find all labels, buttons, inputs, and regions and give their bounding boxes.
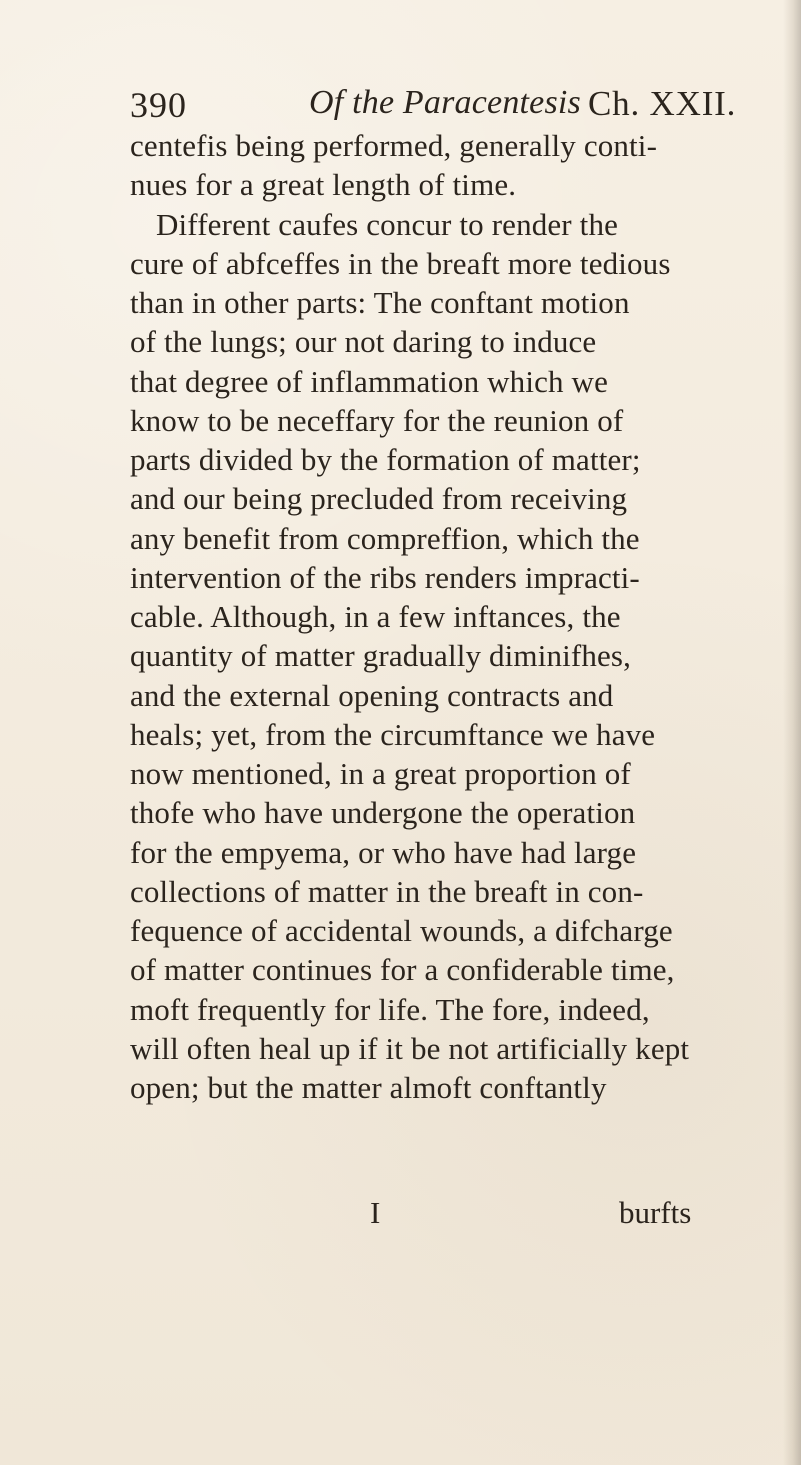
text-line: fequence of accidental wounds, a difcharge — [130, 913, 673, 948]
text-line: moft frequently for life. The fore, indeed, — [130, 991, 650, 1027]
text-line: thofe who have undergone the operation — [130, 795, 636, 831]
text-line: for the empyema, or who have had large — [130, 834, 637, 870]
text-line: that degree of inflammation which we — [130, 363, 608, 399]
text-line: open; but the matter almoft conftantly — [130, 1070, 607, 1105]
text-line: of the lungs; our not daring to induce — [130, 324, 597, 360]
text-line: cure of abfceffes in the breaft more tedious — [130, 245, 671, 281]
page-number: 390 — [130, 85, 187, 125]
text-line: know to be neceffary for the reunion of — [130, 402, 624, 438]
text-line: and the external opening contracts and — [130, 677, 614, 713]
text-line: nues for a great length of time. — [130, 167, 517, 203]
text-line: of matter continues for a confiderable time, — [130, 952, 675, 988]
text-line: centefis being performed, generally conti- — [130, 128, 658, 163]
text-line: cable. Although, in a few inftances, the — [130, 599, 621, 634]
text-line: quantity of matter gradually diminifhes, — [130, 638, 632, 674]
text-line: collections of matter in the breaft in con- — [130, 873, 644, 909]
text-line: intervention of the ribs renders impracti- — [130, 559, 640, 595]
text-line: heals; yet, from the circumftance we have — [130, 716, 656, 752]
page-edge-shadow — [783, 0, 801, 1465]
signature-mark: I — [370, 1195, 381, 1230]
page-footer — [130, 1195, 760, 1235]
text-line: than in other parts: The conftant motion — [130, 285, 630, 320]
body-text — [130, 126, 760, 1107]
text-line: now mentioned, in a great proportion of — [130, 756, 631, 791]
text-line: any benefit from compreffion, which the — [130, 520, 640, 556]
chapter-label: Ch. XXII. — [588, 84, 737, 123]
text-line: and our being precluded from receiving — [130, 481, 628, 517]
running-title: Of the Paracentesis — [309, 84, 581, 121]
text-line: parts divided by the formation of matter; — [130, 442, 641, 477]
catchword: burfts — [619, 1195, 692, 1230]
text-line: will often heal up if it be not artificially kept — [130, 1030, 690, 1066]
text-line: Different caufes concur to render the — [156, 206, 618, 242]
